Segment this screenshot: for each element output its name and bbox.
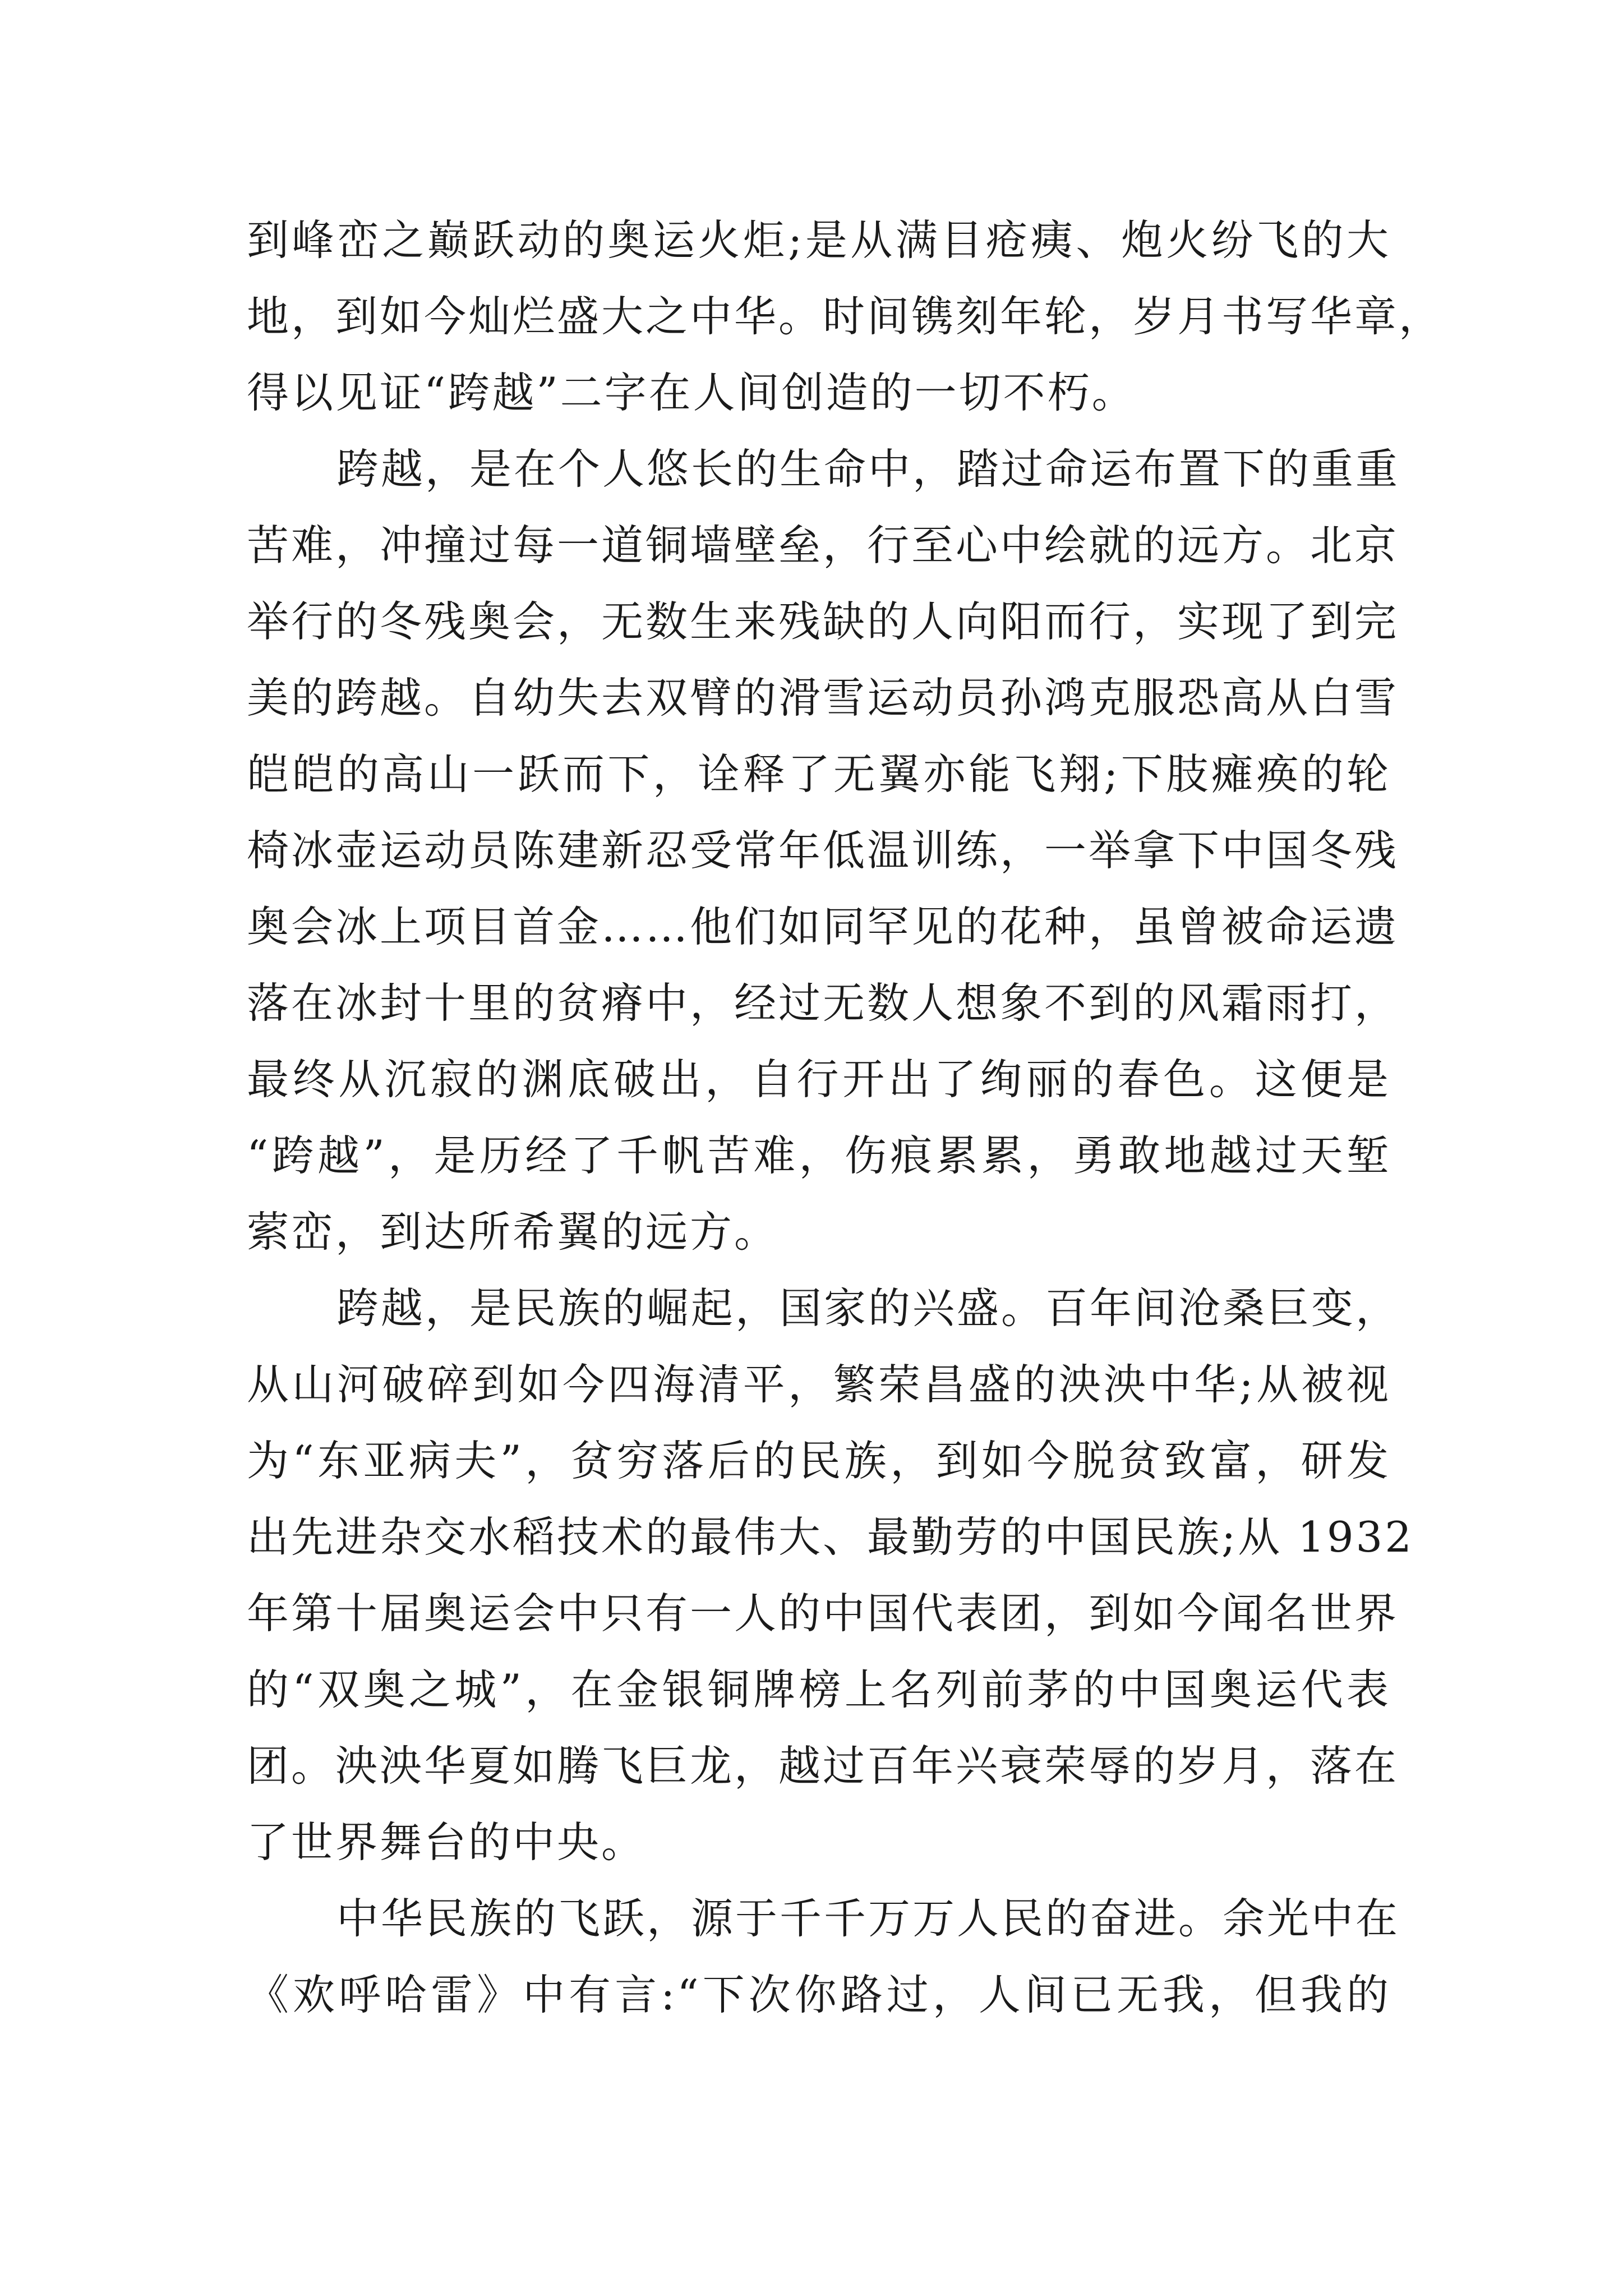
text-line: 的“双奥之城”，在金银铜牌榜上名列前茅的中国奥运代表 [247, 1665, 1391, 1714]
document-body [247, 202, 1444, 2033]
text-line: 为“东亚病夫”，贫穷落后的民族，到如今脱贫致富，研发 [247, 1436, 1391, 1485]
text-line: 椅冰壶运动员陈建新忍受常年低温训练，一举拿下中国冬残 [247, 826, 1399, 875]
text-line: 美的跨越。自幼失去双臂的滑雪运动员孙鸿克服恐高从白雪 [247, 673, 1399, 723]
text-line: 到峰峦之巅跃动的奥运火炬;是从满目疮痍、炮火纷飞的大 [247, 215, 1391, 265]
text-line: 了世界舞台的中央。 [247, 1818, 646, 1867]
text-line: 跨越，是在个人悠长的生命中，踏过命运布置下的重重 [336, 444, 1400, 494]
text-line: 团。泱泱华夏如腾飞巨龙，越过百年兴衰荣辱的岁月，落在 [247, 1741, 1399, 1791]
text-line: 举行的冬残奥会，无数生来残缺的人向阳而行，实现了到完 [247, 597, 1399, 646]
text-line: 苦难，冲撞过每一道铜墙壁垒，行至心中绘就的远方。北京 [247, 521, 1399, 570]
text-line: 最终从沉寂的渊底破出，自行开出了绚丽的春色。这便是 [247, 1055, 1391, 1104]
text-line: 奥会冰上项目首金……他们如同罕见的花种，虽曾被命运遗 [247, 902, 1399, 951]
text-line: 《欢呼哈雷》中有言:“下次你路过，人间已无我，但我的 [247, 1970, 1391, 2019]
text-line: 从山河破碎到如今四海清平，繁荣昌盛的泱泱中华;从被视 [247, 1360, 1391, 1409]
text-line: 皑皑的高山一跃而下，诠释了无翼亦能飞翔;下肢瘫痪的轮 [247, 749, 1391, 799]
text-line: 出先进杂交水稻技术的最伟大、最勤劳的中国民族;从 1932 [247, 1512, 1414, 1562]
text-line: 中华民族的飞跃，源于千千万万人民的奋进。余光中在 [336, 1894, 1400, 1943]
text-line: 跨越，是民族的崛起，国家的兴盛。百年间沧桑巨变， [336, 1283, 1400, 1333]
text-line: “跨越”，是历经了千帆苦难，伤痕累累，勇敢地越过天堑 [247, 1131, 1391, 1180]
text-line: 萦峦，到达所希翼的远方。 [247, 1207, 779, 1257]
text-line: 年第十届奥运会中只有一人的中国代表团，到如今闻名世界 [247, 1589, 1399, 1638]
text-line: 落在冰封十里的贫瘠中，经过无数人想象不到的风霜雨打， [247, 978, 1399, 1028]
text-line: 得以见证“跨越”二字在人间创造的一切不朽。 [247, 368, 1136, 417]
text-line: 地，到如今灿烂盛大之中华。时间镌刻年轮，岁月书写华章， [247, 292, 1444, 341]
